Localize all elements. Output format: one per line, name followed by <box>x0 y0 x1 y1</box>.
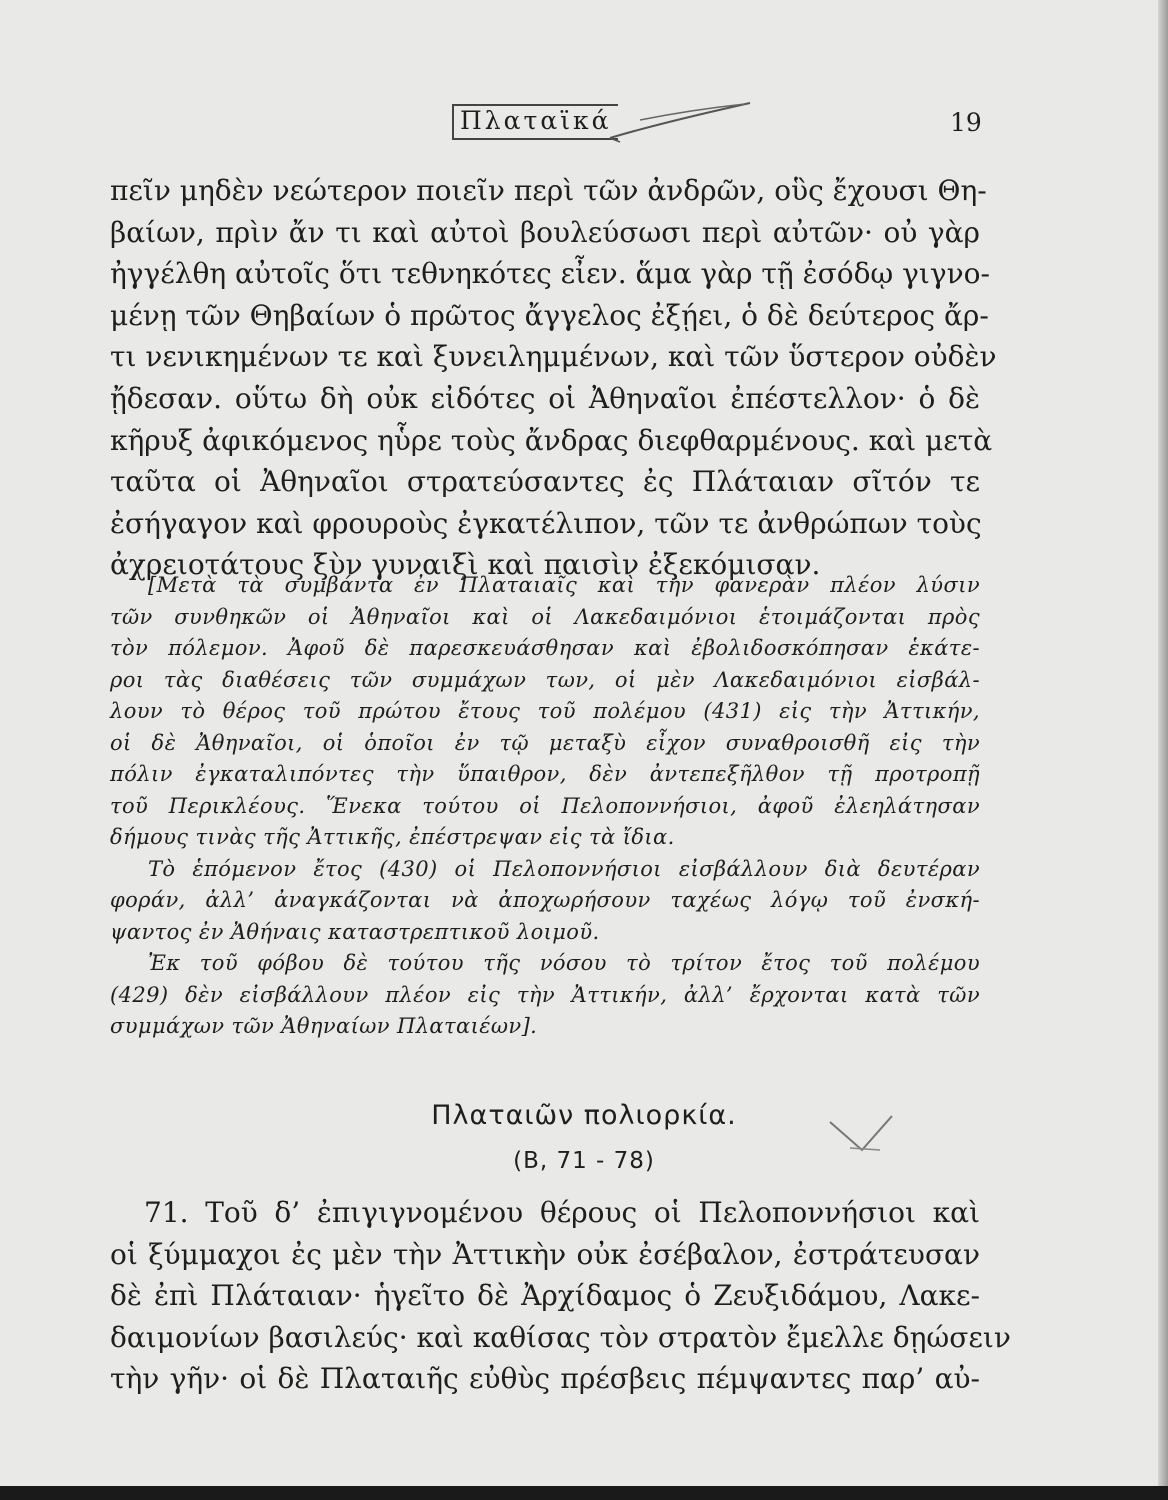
summary-line: (429) δὲν εἰσβάλλουν πλέον εἰς τὴν Ἀττικήν, ἀλλ’ ἔρχονται κατὰ τῶν <box>110 982 980 1007</box>
summary-line: συμμάχων τῶν Ἀθηναίων Πλαταιέων]. <box>110 1014 538 1038</box>
text-line: κῆρυξ ἀφικόμενος ηὗρε τοὺς ἄνδρας διεφθαρμένους. καὶ μετὰ <box>110 423 993 457</box>
page-edge-shadow <box>1158 0 1168 1500</box>
summary-line: Τὸ ἑπόμενον ἔτος (430) οἱ Πελοποννήσιοι εἰσβάλλουν διὰ δευτέραν <box>148 856 980 881</box>
summary-line: Ἐκ τοῦ φόβου δὲ τούτου τῆς νόσου τὸ τρίτον ἔτος τοῦ πολέμου <box>148 951 980 975</box>
section-reference: (Β, 71 - 78) <box>513 1148 655 1174</box>
summary-line: πόλιν ἐγκαταλιπόντες τὴν ὕπαιθρον, δὲν ἀντεπεξῆλθον τῇ προτροπῇ <box>110 762 980 786</box>
text-line: μένῃ τῶν Θηβαίων ὁ πρῶτος ἄγγελος ἐξῄει, ὁ δὲ δεύτερος ἄρ- <box>110 298 989 332</box>
text-line: τι νενικημένων τε καὶ ξυνειλημμένων, καὶ τῶν ὕστερον οὐδὲν <box>110 340 997 374</box>
text-line: ἠγγέλθη αὐτοῖς ὅτι τεθνηκότες εἶεν. ἅμα γὰρ τῇ ἐσόδῳ γιγνο- <box>110 257 990 291</box>
summary-line: οἱ δὲ Ἀθηναῖοι, οἱ ὁποῖοι ἐν τῷ μεταξὺ εἶχον συναθροισθῆ εἰς τὴν <box>110 730 980 755</box>
text-line: δαιμονίων βασιλεύς· καὶ καθίσας τὸν στρατὸν ἔμελλε δῃώσειν <box>110 1320 1011 1354</box>
historical-summary <box>110 570 980 1043</box>
running-head: Πλαταϊκά <box>452 104 618 140</box>
summary-line: ψαντος ἐν Ἀθήναις καταστρεπτικοῦ λοιμοῦ. <box>110 919 600 944</box>
main-paragraph-1 <box>110 170 997 586</box>
pencil-underline-mark <box>540 98 760 158</box>
scan-bottom-border <box>0 1486 1168 1500</box>
summary-line: τοῦ Περικλέους. Ἕνεκα τούτου οἱ Πελοποννήσιοι, ἀφοῦ ἐλεηλάτησαν <box>110 793 980 818</box>
summary-line: [Μετὰ τὰ συμβάντα ἐν Πλαταιαῖς καὶ τὴν φανερὰν πλέον λύσιν <box>148 573 980 597</box>
text-line: βαίων, πρὶν ἄν τι καὶ αὐτοὶ βουλεύσωσι περὶ αὐτῶν· οὐ γὰρ <box>110 215 980 249</box>
text-line: πεῖν μηδὲν νεώτερον ποιεῖν περὶ τῶν ἀνδρῶν, οὓς ἔχουσι Θη- <box>110 174 987 207</box>
page-number: 19 <box>950 108 982 137</box>
text-line: ἀχρειοτάτους ξὺν γυναιξὶ καὶ παισὶν ἐξεκόμισαν. <box>110 548 821 582</box>
summary-line: φοράν, ἀλλ’ ἀναγκάζονται νὰ ἀποχωρήσουν ταχέως λόγῳ τοῦ ἐνσκή- <box>110 888 980 912</box>
section-title: Πλαταιῶν πολιορκία. <box>431 1100 737 1131</box>
summary-line: τὸν πόλεμον. Ἀφοῦ δὲ παρεσκευάσθησαν καὶ ἐβολιδοσκόπησαν ἑκάτε- <box>110 636 980 660</box>
text-line: 71. Τοῦ δ’ ἐπιγιγνομένου θέρους οἱ Πελοποννήσιοι καὶ <box>144 1196 980 1229</box>
main-paragraph-2 <box>110 1192 1011 1400</box>
text-line: ταῦτα οἱ Ἀθηναῖοι στρατεύσαντες ἐς Πλάταιαν σῖτόν τε <box>110 465 980 499</box>
summary-line: ροι τὰς διαθέσεις τῶν συμμάχων των, οἱ μὲν Λακεδαιμόνιοι εἰσβάλ- <box>110 667 980 692</box>
summary-line: λουν τὸ θέρος τοῦ πρώτου ἔτους τοῦ πολέμου (431) εἰς τὴν Ἀττικήν, <box>110 699 980 723</box>
summary-line: τῶν συνθηκῶν οἱ Ἀθηναῖοι καὶ οἱ Λακεδαιμόνιοι ἑτοιμάζονται πρὸς <box>110 604 980 629</box>
text-line: οἱ ξύμμαχοι ἐς μὲν τὴν Ἀττικὴν οὐκ ἐσέβαλον, ἐστράτευσαν <box>110 1237 980 1271</box>
text-line: ἐσήγαγον καὶ φρουροὺς ἐγκατέλιπον, τῶν τε ἀνθρώπων τοὺς <box>110 506 982 540</box>
text-line: ᾔδεσαν. οὕτω δὴ οὐκ εἰδότες οἱ Ἀθηναῖοι ἐπέστελλον· ὁ δὲ <box>110 381 980 415</box>
text-line: δὲ ἐπὶ Πλάταιαν· ἡγεῖτο δὲ Ἀρχίδαμος ὁ Ζευξιδάμου, Λακε- <box>110 1279 980 1313</box>
text-line: τὴν γῆν· οἱ δὲ Πλαταιῆς εὐθὺς πρέσβεις πέμψαντες παρ’ αὐ- <box>110 1362 980 1396</box>
summary-line: δήμους τινὰς τῆς Ἀττικῆς, ἐπέστρεψαν εἰς τὰ ἴδια. <box>110 825 675 849</box>
